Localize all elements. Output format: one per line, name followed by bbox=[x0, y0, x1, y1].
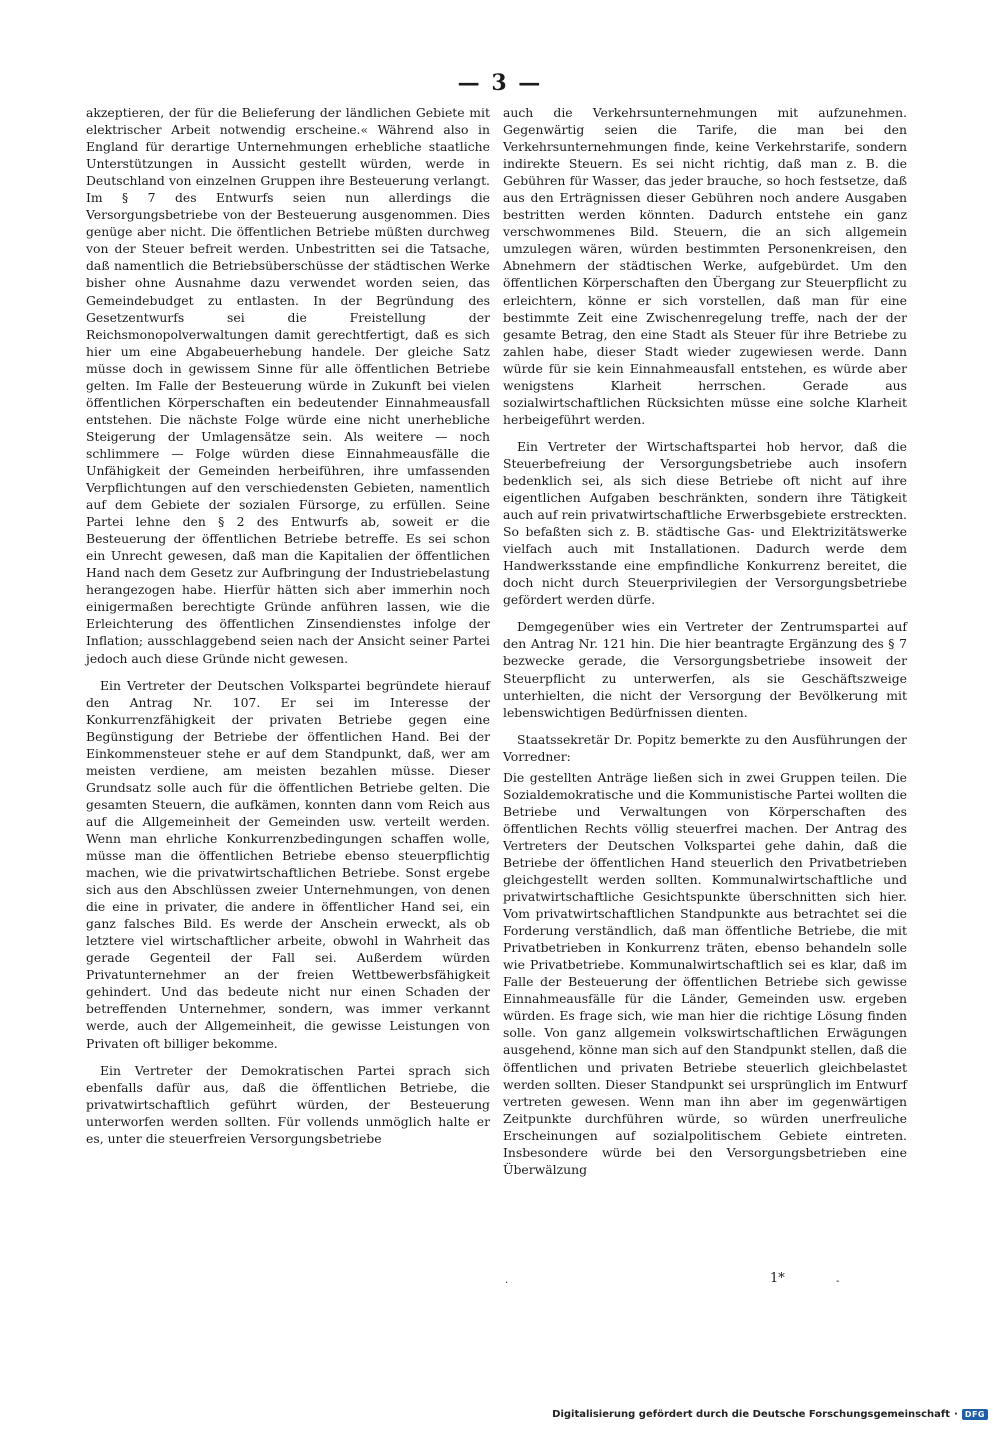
page-number: — 3 — bbox=[457, 70, 543, 96]
speck: - bbox=[836, 1276, 840, 1287]
footer-text: Digitalisierung gefördert durch die Deutsche Forschungsgemeinschaft bbox=[552, 1409, 951, 1420]
speck: · bbox=[505, 1278, 509, 1289]
right-column bbox=[503, 104, 907, 1178]
signature-mark: 1* bbox=[770, 1271, 785, 1286]
paragraph: akzeptieren, der für die Belieferung der ländlichen Gebiete mit elektrischer Arbeit notwendig erscheine.« Während also in England für derartige Unternehmungen erhebliche staatliche Unterstützungen in Aussicht gestellt würden, werde in Deutschland von einzelnen Gruppen ihre Besteuerung verlangt. Im § 7 des Entwurfs seien nun allerdings die Versorgungsbetriebe von der Besteuerung ausgenommen. Dies genüge aber nicht. Die öffentlichen Betriebe müßten durchweg von der Steuer befreit werden. Unbestritten sei die Tatsache, daß namentlich die Betriebsüberschüsse der städtischen Werke bisher ohne Ausnahme dazu verwendet worden seien, das Gemeindebudget zu entlasten. In der Begründung des Gesetzentwurfs sei die Freistellung der Reichsmonopolverwaltungen damit gerechtfertigt, daß es sich hier um eine Abgabeuerhebung handele. Der gleiche Satz müsse doch in gewissem Sinne für alle öffentlichen Betriebe gelten. Im Falle der Besteuerung würde in Zukunft bei vielen öffentlichen Körperschaften ein bedeutender Einnahmeausfall entstehen. Die nächste Folge würde eine nicht unerhebliche Steigerung der Umlagensätze sein. Als weitere — noch schlimmere — Folge würden diese Einnahmeausfälle die Unfähigkeit der Gemeinden herbeiführen, ihre umfassenden Verpflichtungen auf den verschiedensten Gebieten, namentlich auf dem Gebiete der sozialen Fürsorge, zu erfüllen. Seine Partei lehne den § 2 des Entwurfs ab, soweit er die Besteuerung der öffentlichen Betriebe betreffe. Es sei schon ein Unrecht gewesen, daß man die Kapitalien der öffentlichen Hand nach dem Gesetz zur Aufbringung der Industriebelastung herangezogen habe. Hierfür hätten sich aber immerhin noch einigermaßen berechtigte Gründe anführen lassen, wie die Erleichterung des öffentlichen Zinsendienstes infolge der Inflation; ausschlaggebend seien nach der Ansicht seiner Partei jedoch auch diese Gründe nicht gewesen. bbox=[86, 105, 490, 666]
paragraph: Ein Vertreter der Deutschen Volkspartei begründete hierauf den Antrag Nr. 107. Er sei im Interesse der Konkurrenzfähigkeit der privaten Betriebe gegen eine Begünstigung der Betriebe der öffentlichen Hand. Bei der Einkommensteuer stehe er auf dem Standpunkt, daß, wer am meisten verdiene, am meisten bezahlen müsse. Dieser Grundsatz solle auch für die öffentlichen Betriebe gelten. Die gesamten Steuern, die aufkämen, konnten dann vom Reich aus auf die Allgemeinheit der Gemeinden usw. verteilt werden. Wenn man ehrliche Konkurrenzbedingungen schaffen wolle, müsse man die öffentlichen Betriebe ebenso steuerpflichtig machen, wie die privatwirtschaftlichen Betriebe. Sonst ergebe sich aus den Abschlüssen zweier Unternehmungen, von denen die eine in privater, die andere in öffentlicher Hand sei, ein ganz falsches Bild. Es werde der Anschein erweckt, als ob letztere viel wirtschaftlicher arbeite, obwohl in Wahrheit das gerade Gegenteil der Fall sei. Außerdem würden Privatunternehmer an der freien Wettbewerbsfähigkeit gehindert. Und das bedeute nicht nur einen Schaden der betreffenden Unternehmer, sondern, was immer verkannt werde, auch der Allgemeinheit, die gewisse Leistungen von Privaten oft billiger bekomme. bbox=[86, 677, 490, 1051]
dfg-logo-icon: DFG bbox=[962, 1409, 988, 1420]
left-column bbox=[86, 104, 490, 1147]
digitization-footer bbox=[552, 1409, 988, 1420]
paragraph: Ein Vertreter der Demokratischen Partei sprach sich ebenfalls dafür aus, daß die öffentlichen Betriebe, die privatwirtschaftlich geführt würden, der Besteuerung unterworfen werden sollten. Für vollends unmöglich halte er es, unter die steuerfreien Versorgungsbetriebe bbox=[86, 1062, 490, 1146]
paragraph: Ein Vertreter der Wirtschaftspartei hob hervor, daß die Steuerbefreiung der Versorgungsbetriebe auch insofern bedenklich sei, als sich diese Betriebe oft nicht auf ihre eigentlichen Aufgaben beschränkten, sondern ihre Tätigkeit auch auf rein privatwirtschaftliche Erwerbsgebiete erstreckten. So befaßten sich z. B. städtische Gas- und Elektrizitätswerke vielfach auch mit Installationen. Dadurch werde dem Handwerksstande eine empfindliche Konkurrenz bereitet, die doch nicht durch Steuerprivilegien der Versorgungsbetriebe gefördert werden dürfe. bbox=[503, 438, 907, 608]
paragraph: Staatssekretär Dr. Popitz bemerkte zu den Ausführungen der Vorredner: bbox=[503, 731, 907, 764]
paragraph: Demgegenüber wies ein Vertreter der Zentrumspartei auf den Antrag Nr. 121 hin. Die hier beantragte Ergänzung des § 7 bezwecke gerade, die Versorgungsbetriebe insoweit der Steuerpflicht zu unterwerfen, als sie Geschäftszweige unterhielten, die nicht der Versorgung der Bevölkerung mit lebenswichtigen Bedürfnissen dienten. bbox=[503, 619, 907, 720]
paragraph: auch die Verkehrsunternehmungen mit aufzunehmen. Gegenwärtig seien die Tarife, die man bei den Verkehrsunternehmungen finde, keine Verkehrstarife, sondern indirekte Steuern. Es sei nicht richtig, daß man z. B. die Gebühren für Wasser, das jeder brauche, so hoch festsetze, daß aus den Erträgnissen dieser Gebühren noch andere Ausgaben bestritten werden könnten. Dadurch entstehe ein ganz verschwommenes Bild. Steuern, die an sich allgemein umzulegen wären, würden bestimmten Personenkreisen, den Abnehmern der städtischen Werke, aufgebürdet. Um den öffentlichen Körperschaften den Übergang zur Steuerpflicht zu erleichtern, könne er sich vorstellen, daß man für eine bestimmte Zeit eine Zwischenregelung treffe, nach der der gesamte Betrag, den eine Stadt als Steuer für ihre Betriebe zu zahlen habe, dieser Stadt wieder zugewiesen werde. Dann würde für sie kein Einnahmeausfall entstehen, es würde aber wenigstens Klarheit herrschen. Gerade aus sozialwirtschaftlichen Rücksichten müsse eine solche Klarheit herbeigeführt werden. bbox=[503, 105, 907, 427]
paragraph: Die gestellten Anträge ließen sich in zwei Gruppen teilen. Die Sozialdemokratische und die Kommunistische Partei wollten die Betriebe und Verwaltungen von Körperschaften des öffentlichen Rechts völlig steuerfrei machen. Der Antrag des Vertreters der Deutschen Volkspartei gehe dahin, daß die Betriebe der öffentlichen Hand steuerlich den Privatbetrieben gleichgestellt werden sollten. Kommunalwirtschaftliche und privatwirtschaftliche Gesichtspunkte überschnitten sich hier. Vom privatwirtschaftlichen Standpunkte aus betrachtet sei die Forderung verständlich, daß man öffentliche Betriebe, die mit Privatbetrieben in Konkurrenz träten, ebenso behandeln solle wie Privatbetriebe. Kommunalwirtschaftlich sei es klar, daß im Falle der Besteuerung der öffentlichen Betriebe sich gewisse Einnahmeausfälle für die Länder, Gemeinden usw. ergeben würden. Es frage sich, wie man hier die richtige Lösung finden solle. Von ganz allgemein volkswirtschaftlichen Erwägungen ausgehend, könne man sich auf den Standpunkt stellen, daß die öffentlichen und privaten Betriebe steuerlich gleichbelastet werden sollten. Dieser Standpunkt sei ursprünglich im Entwurf vertreten gewesen. Wenn man ihn aber im gegenwärtigen Zeitpunkte durchführen würde, so würden unerfreuliche Erscheinungen auf sozialpolitischem Gebiete eintreten. Insbesondere würde bei den Versorgungsbetrieben eine Überwälzung bbox=[503, 769, 907, 1177]
footer-separator: · bbox=[954, 1409, 958, 1420]
